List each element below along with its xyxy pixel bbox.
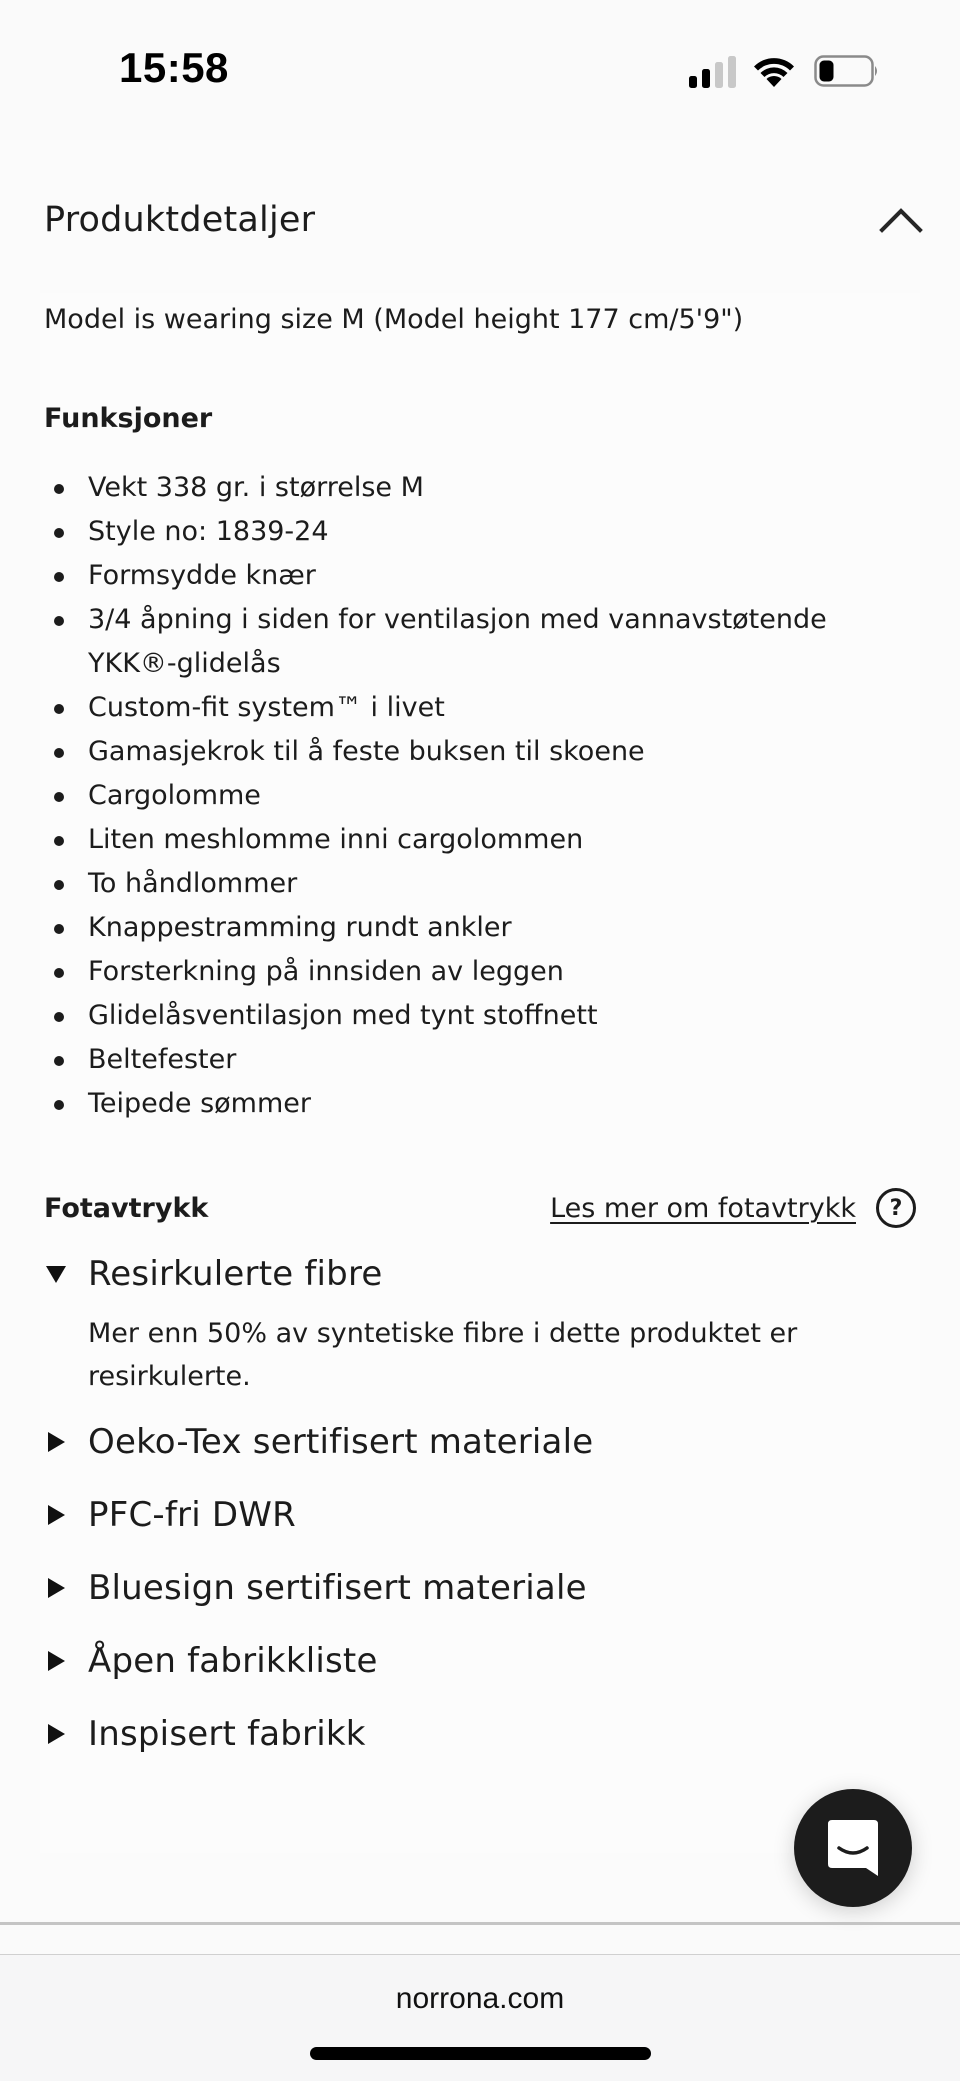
- disclosure-oeko-tex: [44, 1416, 924, 1468]
- disclosure-label: Oeko-Tex sertifisert materiale: [88, 1422, 594, 1462]
- disclosure-open-factory-list: [44, 1635, 924, 1687]
- bullet-icon: [54, 1012, 64, 1022]
- disclosure-pfc-free-dwr: [44, 1489, 924, 1541]
- triangle-right-icon: [44, 1651, 88, 1671]
- disclosure-inspected-factory: [44, 1708, 924, 1760]
- browser-url-bar[interactable]: [0, 1955, 960, 2081]
- wifi-icon: [752, 54, 796, 88]
- list-item: 3/4 åpning i siden for ventilasjon med vannavstøtende YKK®-glidelås: [44, 598, 904, 686]
- chat-bubble-icon: [826, 1818, 880, 1878]
- list-item: Beltefester: [44, 1038, 904, 1082]
- bullet-icon: [54, 616, 64, 626]
- triangle-right-icon: [44, 1578, 88, 1598]
- footprint-disclosures: [44, 1248, 924, 1781]
- list-item: To håndlommer: [44, 862, 904, 906]
- list-item: Gamasjekrok til å feste buksen til skoene: [44, 730, 904, 774]
- disclosure-label: PFC-fri DWR: [88, 1495, 296, 1535]
- help-icon[interactable]: ?: [876, 1188, 916, 1228]
- disclosure-toggle[interactable]: [44, 1562, 924, 1614]
- product-details-header[interactable]: [44, 190, 924, 250]
- triangle-right-icon: [44, 1505, 88, 1525]
- disclosure-toggle[interactable]: [44, 1416, 924, 1468]
- bullet-icon: [54, 748, 64, 758]
- triangle-down-icon: [44, 1266, 88, 1283]
- disclosure-description: Mer enn 50% av syntetiske fibre i dette produktet er resirkulerte.: [88, 1318, 798, 1392]
- bullet-icon: [54, 924, 64, 934]
- bullet-icon: [54, 836, 64, 846]
- bullet-icon: [54, 968, 64, 978]
- disclosure-recycled-fibres: [44, 1248, 924, 1416]
- list-item: Glidelåsventilasjon med tynt stoffnett: [44, 994, 904, 1038]
- disclosure-toggle[interactable]: [44, 1489, 924, 1541]
- bullet-icon: [54, 880, 64, 890]
- product-details-title: Produktdetaljer: [44, 200, 316, 240]
- disclosure-label: Åpen fabrikkliste: [88, 1641, 378, 1681]
- list-item: Formsydde knær: [44, 554, 904, 598]
- list-item: Custom-fit system™ i livet: [44, 686, 904, 730]
- cellular-signal-icon: [688, 56, 738, 88]
- features-list: [44, 466, 904, 1126]
- disclosure-label: Resirkulerte fibre: [88, 1254, 383, 1294]
- disclosure-label: Inspisert fabrikk: [88, 1714, 366, 1754]
- list-item: Cargolomme: [44, 774, 904, 818]
- bullet-icon: [54, 484, 64, 494]
- status-bar: [0, 0, 960, 140]
- bullet-icon: [54, 1056, 64, 1066]
- read-more-footprint-link[interactable]: Les mer om fotavtrykk: [550, 1192, 856, 1224]
- home-indicator[interactable]: [310, 2047, 651, 2060]
- list-item: Forsterkning på innsiden av leggen: [44, 950, 904, 994]
- footprint-link-group: [550, 1188, 916, 1228]
- list-item: Vekt 338 gr. i størrelse M: [44, 466, 904, 510]
- bullet-icon: [54, 792, 64, 802]
- page-bottom-divider: [0, 1922, 960, 1925]
- disclosure-bluesign: [44, 1562, 924, 1614]
- footprint-heading: Fotavtrykk: [44, 1192, 209, 1224]
- disclosure-toggle[interactable]: [44, 1248, 924, 1300]
- list-item: Knappestramming rundt ankler: [44, 906, 904, 950]
- status-time: 15:58: [119, 44, 229, 91]
- chat-button[interactable]: [794, 1789, 912, 1907]
- features-heading: Funksjoner: [44, 403, 213, 434]
- footprint-header: [44, 1185, 916, 1231]
- disclosure-toggle[interactable]: [44, 1635, 924, 1687]
- list-item: Teipede sømmer: [44, 1082, 904, 1126]
- disclosure-label: Bluesign sertifisert materiale: [88, 1568, 587, 1608]
- bullet-icon: [54, 572, 64, 582]
- list-item: Liten meshlomme inni cargolommen: [44, 818, 904, 862]
- bullet-icon: [54, 1100, 64, 1110]
- chevron-up-icon[interactable]: [878, 205, 924, 235]
- bullet-icon: [54, 704, 64, 714]
- battery-low-icon: [814, 55, 880, 87]
- triangle-right-icon: [44, 1432, 88, 1452]
- list-item: Style no: 1839-24: [44, 510, 904, 554]
- disclosure-toggle[interactable]: [44, 1708, 924, 1760]
- url-text[interactable]: norrona.com: [395, 1982, 565, 2015]
- triangle-right-icon: [44, 1724, 88, 1744]
- bullet-icon: [54, 528, 64, 538]
- model-info: Model is wearing size M (Model height 177 cm/5'9"): [44, 304, 744, 335]
